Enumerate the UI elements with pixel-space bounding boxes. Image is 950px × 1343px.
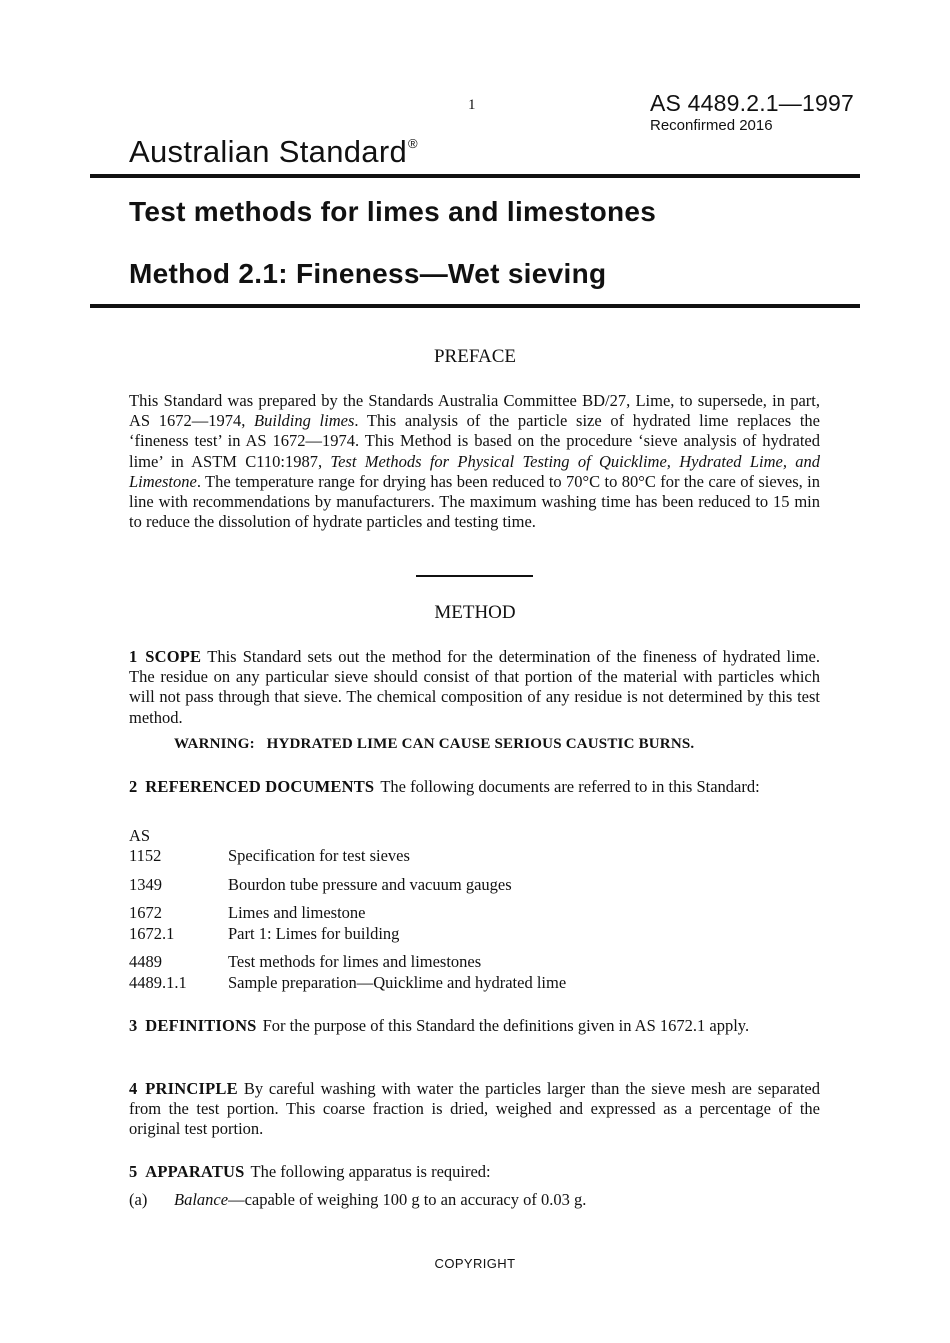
preface-citation-building-limes: Building limes <box>254 411 355 431</box>
doc-code: 1349 <box>129 875 162 894</box>
top-rule <box>90 174 860 178</box>
registered-mark: ® <box>407 136 418 151</box>
referenced-documents-heading: REFERENCED DOCUMENTS <box>145 777 375 796</box>
apparatus-text: The following apparatus is required: <box>250 1162 491 1181</box>
principle-heading: PRINCIPLE <box>145 1079 238 1098</box>
scope-section <box>129 647 820 728</box>
preface-text-c: . The temperature range for drying has been reduced to 70°C to 80°C for the care of sieves, in line with recommendations by manufacturers. The maximum washing time has been reduced to 15 min to reduce the dissolution of hydrate particles and testing time. <box>129 471 820 532</box>
section-number: 1 <box>129 647 138 666</box>
section-divider <box>416 575 533 577</box>
preface-paragraph <box>129 391 820 532</box>
title-bottom-rule <box>90 304 860 308</box>
doc-title: Test methods for limes and limestones <box>228 952 482 971</box>
doc-title: Part 1: Limes for building <box>228 924 400 943</box>
principle-text: By careful washing with water the particles larger than the sieve mesh are separated from the test portion. This coarse fraction is dried, weighed and expressed as a percentage of the original test portion. <box>129 1079 820 1139</box>
section-number: 2 <box>129 777 138 796</box>
doc-title: Bourdon tube pressure and vacuum gauges <box>228 875 512 894</box>
warning-notice: WARNING: HYDRATED LIME CAN CAUSE SERIOUS CAUSTIC BURNS. <box>174 736 695 752</box>
section-number: 5 <box>129 1162 138 1181</box>
doc-prefix: AS <box>129 826 151 845</box>
standard-number: AS 4489.2.1—1997 <box>650 90 854 116</box>
method-heading: METHOD <box>434 602 516 623</box>
apparatus-section <box>129 1162 820 1182</box>
referenced-documents-text: The following documents are referred to in this Standard: <box>380 777 760 796</box>
doc-title: Limes and limestone <box>228 903 366 922</box>
item-description: —capable of weighing 100 g to an accuracy of 0.03 g. <box>228 1190 587 1209</box>
page-number: 1 <box>468 97 476 113</box>
brand-title <box>129 134 418 170</box>
item-marker: (a) <box>129 1190 148 1209</box>
doc-code: 1672 <box>129 903 162 922</box>
item-text <box>174 1190 586 1210</box>
copyright-footer: COPYRIGHT <box>434 1256 516 1271</box>
definitions-section <box>129 1016 820 1036</box>
section-number: 4 <box>129 1079 138 1098</box>
doc-title: Specification for test sieves <box>228 846 410 865</box>
doc-code: 1672.1 <box>129 924 175 943</box>
doc-code: 1152 <box>129 846 162 865</box>
reconfirmed-date: Reconfirmed 2016 <box>650 117 773 134</box>
method-title: Method 2.1: Fineness—Wet sieving <box>129 258 607 289</box>
preface-citation-astm: Test Methods for Physical Testing of Quicklime, Hydrated Lime, and Limestone <box>129 451 820 491</box>
apparatus-heading: APPARATUS <box>145 1162 245 1181</box>
preface-heading: PREFACE <box>433 346 516 367</box>
definitions-heading: DEFINITIONS <box>145 1016 257 1035</box>
document-title: Test methods for limes and limestones <box>129 196 657 227</box>
referenced-documents-section <box>129 777 820 797</box>
definitions-text: For the purpose of this Standard the definitions given in AS 1672.1 apply. <box>262 1016 750 1035</box>
brand-name: Australian Standard <box>129 134 407 169</box>
item-term: Balance <box>174 1190 229 1209</box>
principle-section <box>129 1079 820 1140</box>
preface-text-b: . This analysis of the particle size of hydrated lime replaces the ‘fineness test’ in AS 1672—1974. This Method is based on the procedure ‘sieve analysis of hydrated lime’ in ASTM C110:1987, <box>129 411 820 471</box>
doc-code: 4489 <box>129 952 162 971</box>
preface-text-a: This Standard was prepared by the Standards Australia Committee BD/27, Lime, to supersede, in part, AS 1672—1974, <box>129 391 820 431</box>
doc-code: 4489.1.1 <box>129 973 187 992</box>
doc-title: Sample preparation—Quicklime and hydrated lime <box>228 973 567 992</box>
section-number: 3 <box>129 1016 138 1035</box>
scope-heading: SCOPE <box>145 647 202 666</box>
scope-text: This Standard sets out the method for the determination of the fineness of hydrated lime. The residue on any particular sieve should consist of that portion of the material with particles which will not pass through that sieve. The chemical composition of any residue is not determined by this test method. <box>129 647 820 727</box>
